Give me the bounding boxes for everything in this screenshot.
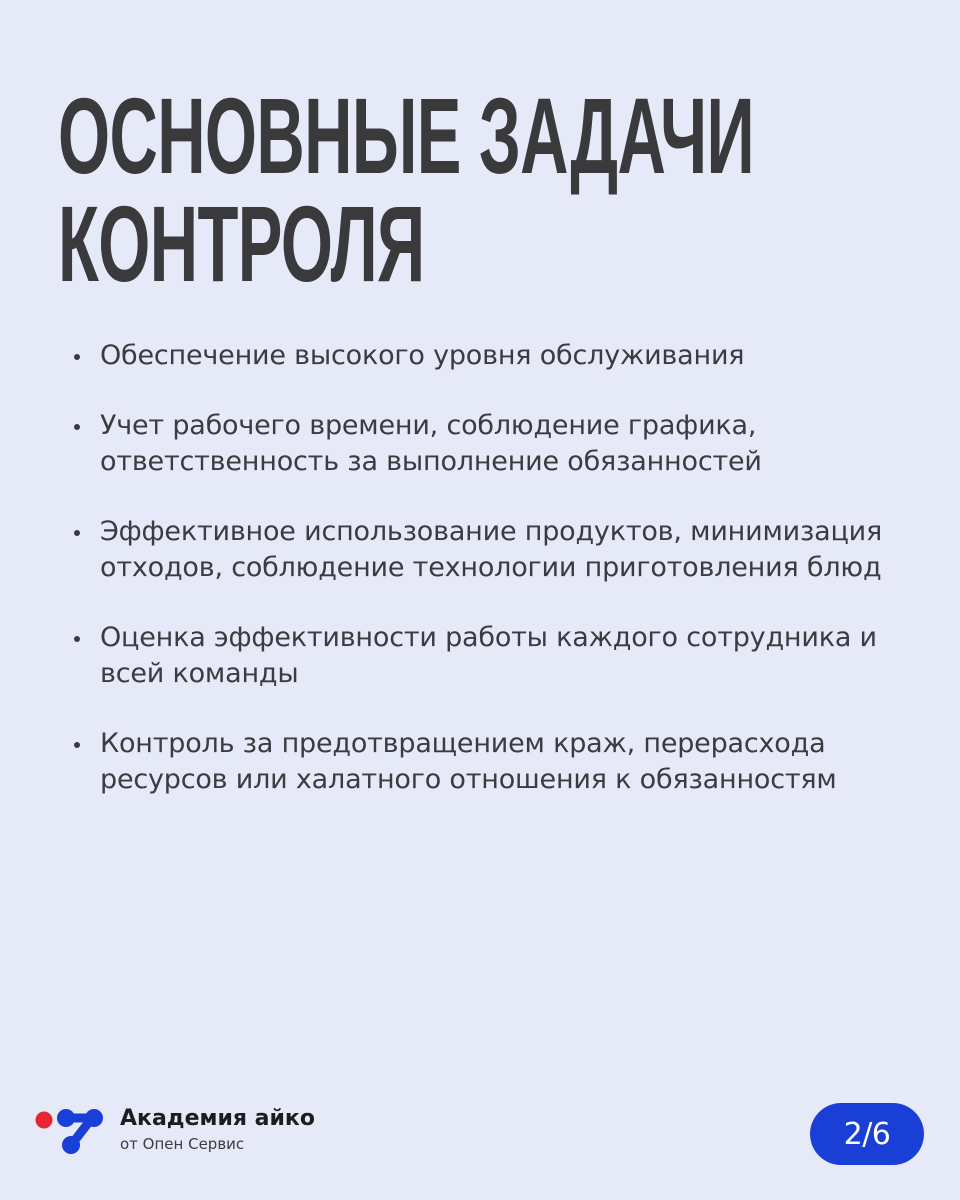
- brand-subtitle: от Опен Сервис: [120, 1135, 245, 1153]
- list-item-text: Учет рабочего времени, соблюдение графика, ответственность за выполнение обязанностей: [100, 410, 762, 477]
- page-title: [58, 75, 755, 304]
- brand-name: Академия айко: [120, 1106, 315, 1131]
- list-item: [72, 408, 932, 480]
- bullet-list: [72, 338, 932, 832]
- list-item-text: Обеспечение высокого уровня обслуживания: [100, 340, 745, 371]
- list-item: [72, 726, 932, 798]
- brand-block: [34, 1106, 315, 1156]
- list-item-text: Контроль за предотвращением краж, перерасхода ресурсов или халатного отношения к обязанностям: [100, 728, 837, 795]
- page-title-line-2: КОНТРОЛЯ: [58, 183, 425, 304]
- bullet-dot-icon: [74, 424, 80, 430]
- page-title-line-1: ОСНОВНЫЕ ЗАДАЧИ: [58, 75, 755, 196]
- page-indicator-badge: 2/6: [810, 1103, 924, 1165]
- list-item: [72, 620, 932, 692]
- bullet-dot-icon: [74, 354, 80, 360]
- list-item: [72, 338, 932, 374]
- bullet-dot-icon: [74, 530, 80, 536]
- bullet-dot-icon: [74, 636, 80, 642]
- bullet-dot-icon: [74, 742, 80, 748]
- list-item-text: Оценка эффективности работы каждого сотрудника и всей команды: [100, 622, 877, 689]
- list-item: [72, 514, 932, 586]
- brand-text: [120, 1106, 315, 1154]
- list-item-text: Эффективное использование продуктов, минимизация отходов, соблюдение технологии приготовления блюд: [100, 516, 883, 583]
- brand-logo-icon: [34, 1106, 110, 1156]
